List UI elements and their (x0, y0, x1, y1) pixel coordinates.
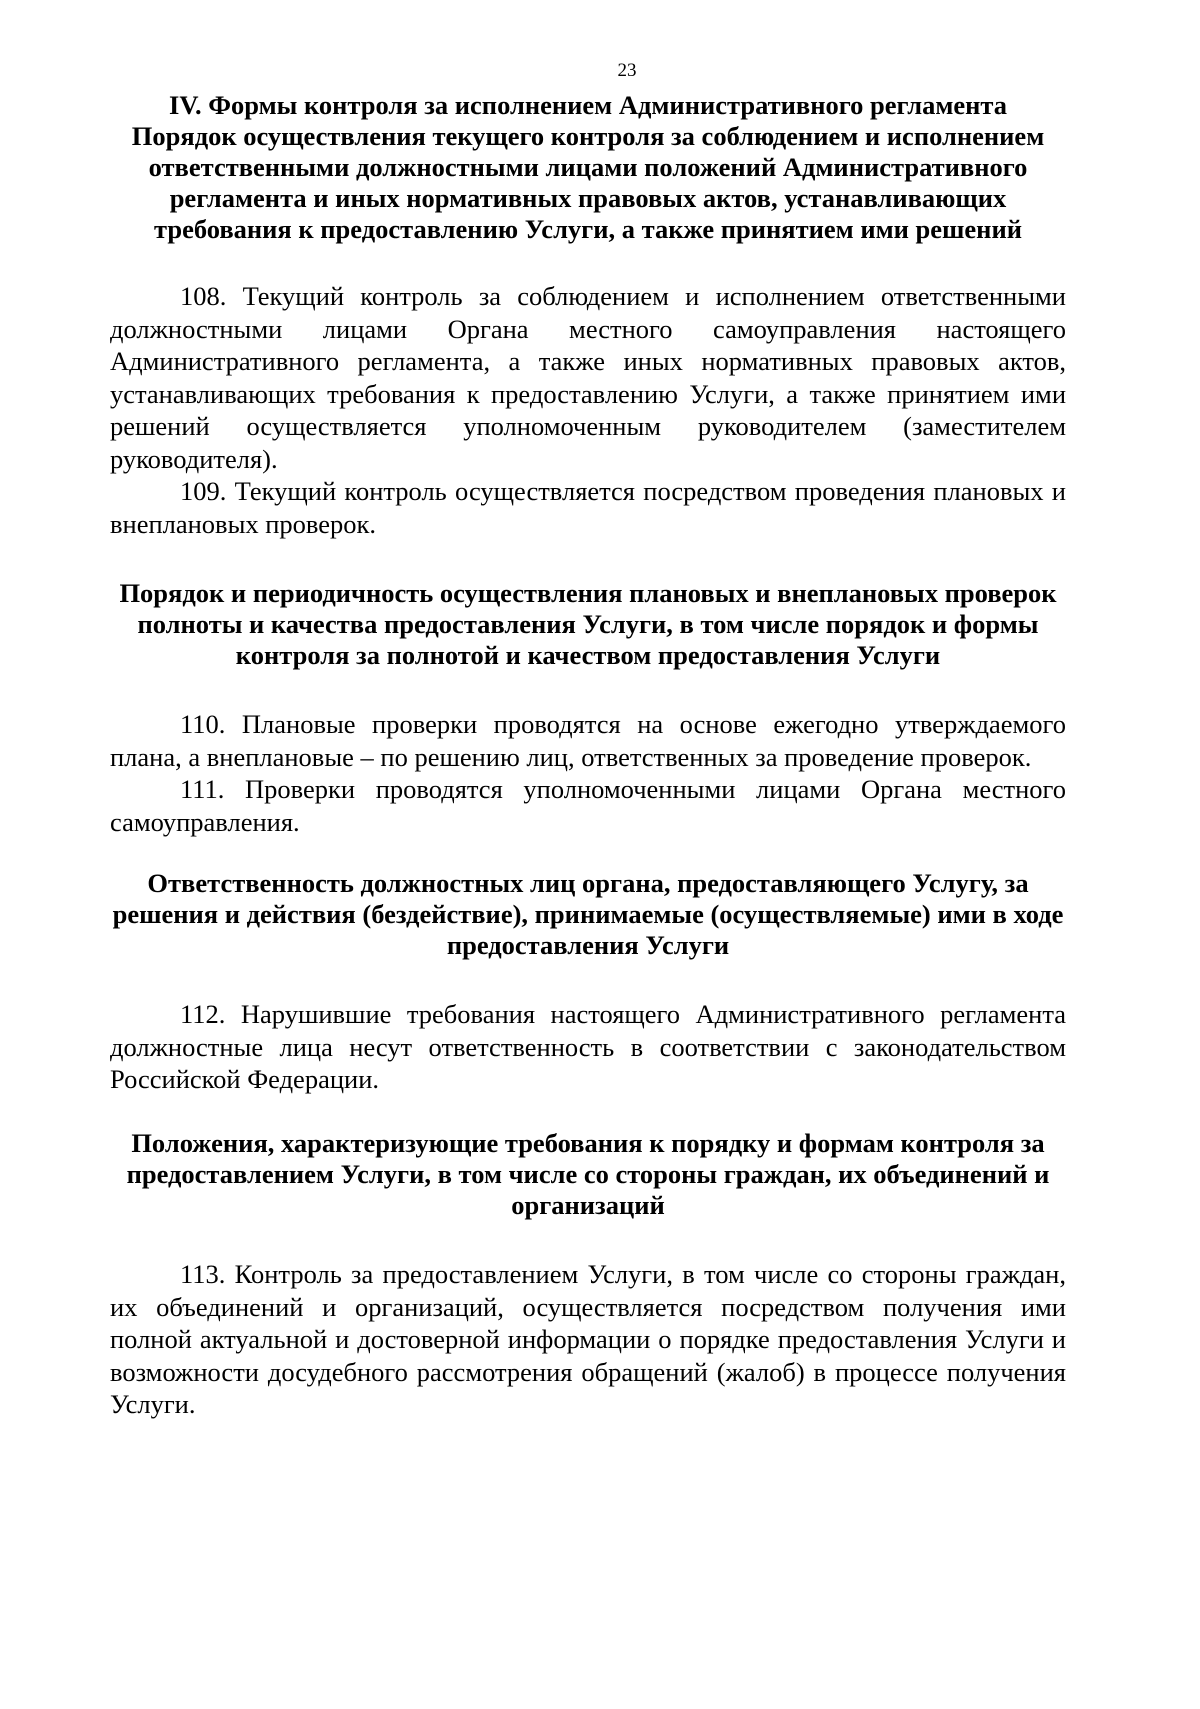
paragraph-110: 110. Плановые проверки проводятся на основе ежегодно утверждаемого плана, а внеплановые – по решению лиц, ответственных за проведение проверок. (110, 709, 1066, 772)
heading-line: требования к предоставлению Услуги, а также принятием ими решений (154, 214, 1022, 244)
subheading-control-provisions (110, 1128, 1066, 1221)
heading-line: решения и действия (бездействие), принимаемые (осуществляемые) ими в ходе (112, 899, 1064, 929)
heading-line: регламента и иных нормативных правовых актов, устанавливающих (169, 183, 1007, 213)
heading-line: Порядок и периодичность осуществления плановых и внеплановых проверок (119, 578, 1057, 608)
heading-line: полноты и качества предоставления Услуги, в том числе порядок и формы (137, 609, 1039, 639)
heading-line: Порядок осуществления текущего контроля за соблюдением и исполнением (131, 121, 1045, 151)
paragraph-group-3 (110, 998, 1066, 1096)
heading-line: предоставлением Услуги, в том числе со стороны граждан, их объединений и (126, 1159, 1050, 1189)
subheading-text (110, 868, 1066, 961)
heading-line: Ответственность должностных лиц органа, предоставляющего Услугу, за (147, 868, 1029, 898)
paragraph-group-4 (110, 1258, 1066, 1421)
section-heading-text (110, 90, 1066, 245)
paragraph-group-1 (110, 280, 1066, 540)
heading-line: Положения, характеризующие требования к порядку и формам контроля за (131, 1128, 1045, 1158)
subheading-text (110, 578, 1066, 671)
paragraph-111: 111. Проверки проводятся уполномоченными лицами Органа местного самоуправления. (110, 774, 1066, 837)
heading-line: IV. Формы контроля за исполнением Административного регламента (169, 90, 1007, 120)
paragraph-108: 108. Текущий контроль за соблюдением и исполнением ответственными должностными лицами Органа местного самоуправления настоящего Административного регламента, а также иных нормативных правовых актов, устанавливающих требования к предоставлению Услуги, а также принятием ими решений осуществляется уполномоченным руководителем (заместителем руководителя). (110, 281, 1066, 474)
subheading-inspections (110, 578, 1066, 671)
subheading-text (110, 1128, 1066, 1221)
paragraph-group-2 (110, 708, 1066, 838)
subheading-responsibility (110, 868, 1066, 961)
paragraph-113: 113. Контроль за предоставлением Услуги, в том числе со стороны граждан, их объединений и организаций, осуществляется посредством получения ими полной актуальной и достоверной информации о порядке предоставления Услуги и возможности досудебного рассмотрения обращений (жалоб) в процессе получения Услуги. (110, 1259, 1066, 1419)
paragraph-112: 112. Нарушившие требования настоящего Административного регламента должностные лица несут ответственность в соответствии с законодательством Российской Федерации. (110, 999, 1066, 1094)
heading-line: контроля за полнотой и качеством предоставления Услуги (235, 640, 941, 670)
page-number: 23 (617, 60, 637, 81)
heading-line: организаций (511, 1190, 665, 1220)
heading-line: предоставления Услуги (446, 930, 730, 960)
heading-line: ответственными должностными лицами положений Административного (148, 152, 1028, 182)
section-heading (110, 90, 1066, 245)
paragraph-109: 109. Текущий контроль осуществляется посредством проведения плановых и внеплановых проверок. (110, 476, 1066, 539)
